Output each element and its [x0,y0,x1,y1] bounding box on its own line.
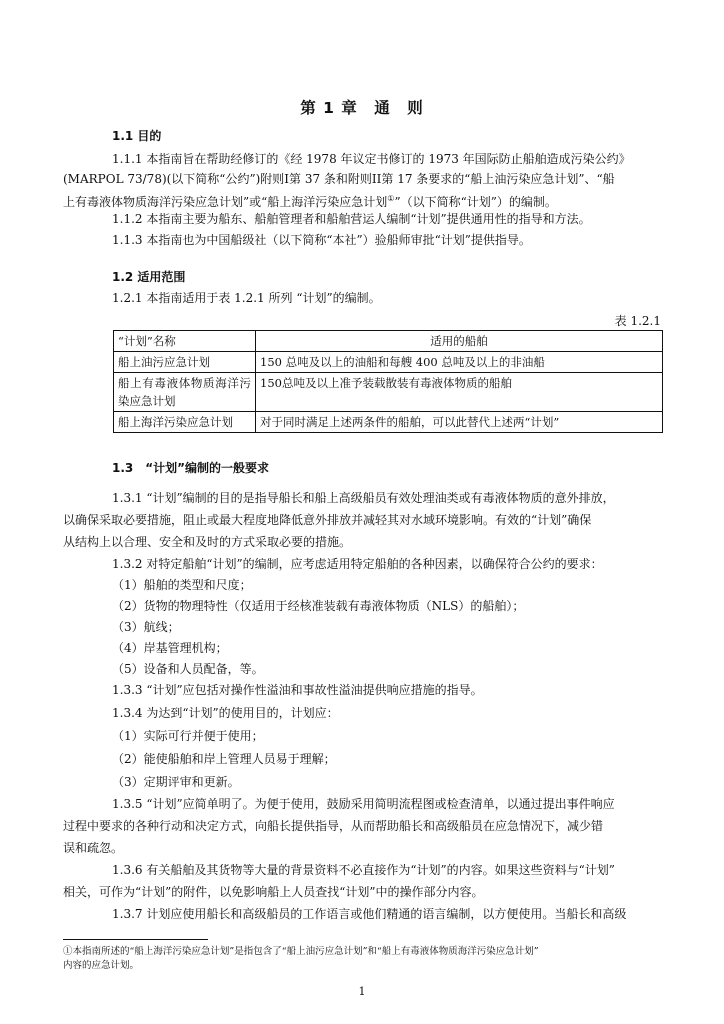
table-row [114,352,663,373]
table-cell: 船上油污应急计划 [114,352,256,373]
footnote-line1: ①本指南所述的“船上海洋污染应急计划”是指包含了“船上油污应急计划”和“船上有毒液体物质海洋污染应急计划” [63,946,539,957]
list-item: （5）设备和人员配备，等。 [112,662,264,676]
paragraph-1-3-5-line3: 误和疏忽。 [63,841,124,855]
paragraph-1-1-1-line3b: ”（以下简称“计划”）的编制。 [394,195,557,209]
paragraph-1-1-1-line3a: 上有毒液体物质海洋污染应急计划”或“船上海洋污染应急计划 [63,195,388,209]
paragraph-1-3-3: 1.3.3 “计划”应包括对操作性溢油和事故性溢油提供响应措施的指导。 [112,683,483,697]
chapter-title: 第 1 章 通 则 [300,99,424,117]
paragraph-1-1-1-line1: 1.1.1 本指南旨在帮助经修订的《经 1978 年议定书修订的 1973 年国际防止船舶造成污染公约》 [112,152,631,166]
table-header-cell: 适用的船舶 [256,331,663,352]
table-caption: 表 1.2.1 [614,314,661,328]
section-heading-1-1: 1.1 目的 [112,129,162,143]
list-item: （3）定期评审和更新。 [112,775,240,789]
paragraph-1-1-2: 1.1.2 本指南主要为船东、船舶管理者和船舶营运人编制“计划”提供通用性的指导和方法。 [112,212,591,226]
paragraph-1-3-7-line1: 1.3.7 计划应使用船长和高级船员的工作语言或他们精通的语言编制，以方便使用。当船长和高级 [112,907,627,921]
paragraph-1-3-5-line1: 1.3.5 “计划”应简单明了。为便于使用，鼓励采用简明流程图或检查清单，以通过提出事件响应 [112,797,615,811]
table-header-row [114,331,663,352]
paragraph-1-3-1-line2: 以确保采取必要措施，阻止或最大程度地降低意外排放并减轻其对水域环境影响。有效的“计划”确保 [63,513,592,527]
footnote-marker: ① [387,194,395,203]
list-item: （2）货物的物理特性（仅适用于经核准装载有毒液体物质（NLS）的船舶）； [112,599,525,613]
paragraph-1-1-1-line3 [63,191,557,210]
table-cell: 150总吨及以上准予装载散装有毒液体物质的船舶 [256,373,663,412]
table-row [114,373,663,412]
paragraph-1-1-3: 1.1.3 本指南也为中国船级社（以下简称“本社”）验船师审批“计划”提供指导。 [112,233,531,247]
list-item: （1）船舶的类型和尺度； [112,578,252,592]
paragraph-1-3-1-line3: 从结构上以合理、安全和及时的方式采取必要的措施。 [63,535,352,549]
applicability-table [113,330,663,433]
list-item: （3）航线； [112,620,180,634]
table-cell: 对于同时满足上述两条件的船舶，可以此替代上述两“计划” [256,412,663,433]
table-row [114,412,663,433]
paragraph-1-3-5-line2: 过程中要求的各种行动和决定方式，向船长提供指导，从而帮助船长和高级船员在应急情况下，减少错 [63,819,604,833]
list-item: （1）实际可行并便于使用； [112,729,264,743]
paragraph-1-3-6-line2: 相关，可作为“计划”的附件，以免影响船上人员查找“计划”中的操作部分内容。 [63,885,484,899]
table-header-cell: “计划”名称 [114,331,256,352]
table-cell: 150 总吨及以上的油船和每艘 400 总吨及以上的非油船 [256,352,663,373]
paragraph-1-3-1-line1: 1.3.1 “计划”编制的目的是指导船长和船上高级船员有效处理油类或有毒液体物质的意外排放， [112,491,615,505]
paragraph-1-1-1-line2: (MARPOL 73/78)(以下简称“公约”)附则I第 37 条和附则II第 17 条要求的“船上油污染应急计划”、“船 [63,172,615,186]
paragraph-1-3-2: 1.3.2 对特定船舶“计划”的编制，应考虑适用特定船舶的各种因素，以确保符合公约的要求： [112,557,603,571]
list-item: （2）能使船舶和岸上管理人员易于理解； [112,752,336,766]
section-heading-1-2: 1.2 适用范围 [112,270,186,284]
paragraph-1-3-6-line1: 1.3.6 有关船舶及其货物等大量的背景资料不必直接作为“计划”的内容。如果这些资料与“计划” [112,863,615,877]
section-heading-1-3: 1.3 “计划”编制的一般要求 [112,461,270,475]
list-item: （4）岸基管理机构； [112,641,228,655]
footnote-line2: 内容的应急计划。 [63,960,140,971]
table-cell: 船上海洋污染应急计划 [114,412,256,433]
paragraph-1-3-4: 1.3.4 为达到“计划”的使用目的，计划应： [112,706,339,720]
table-cell: 船上有毒液体物质海洋污染应急计划 [114,373,256,412]
page-number: 1 [358,985,366,998]
paragraph-1-2-1: 1.2.1 本指南适用于表 1.2.1 所列 “计划”的编制。 [112,291,381,305]
footnote-rule [63,939,208,940]
